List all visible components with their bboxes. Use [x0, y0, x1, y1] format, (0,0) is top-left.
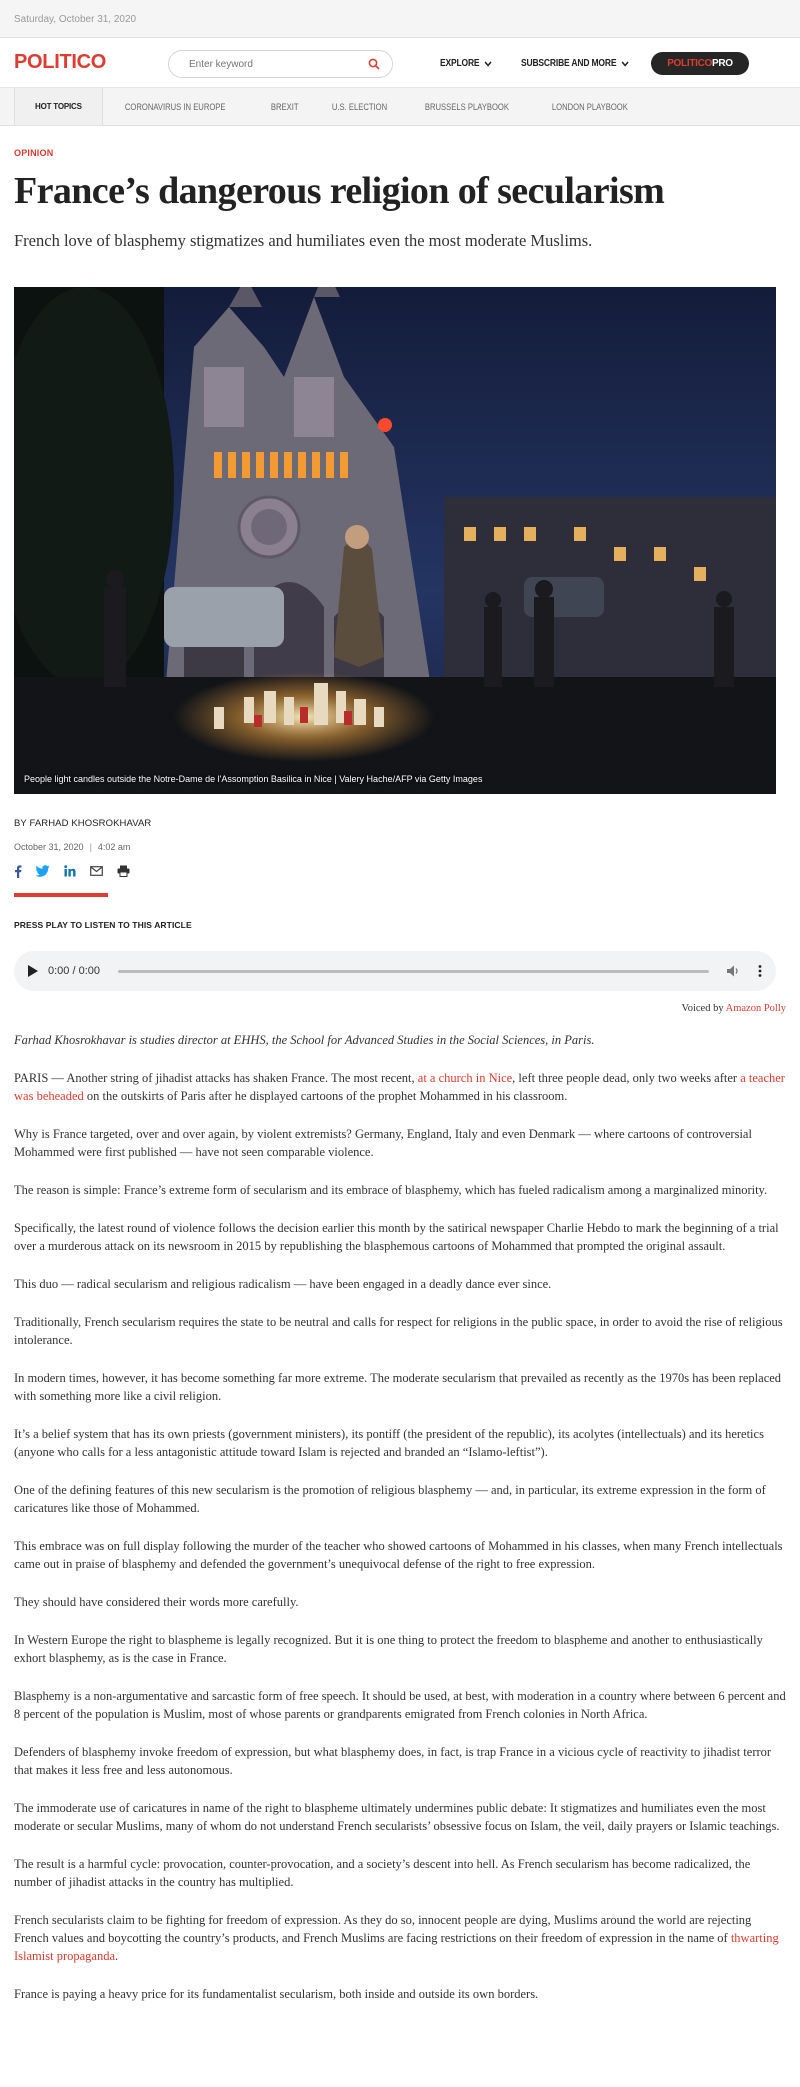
paragraph-last	[14, 1911, 786, 1965]
paragraph-1-text-a: PARIS — Another string of jihadist attacks has shaken France. The most recent,	[14, 1071, 418, 1085]
email-icon[interactable]	[90, 866, 103, 876]
topic-coronavirus[interactable]: CORONAVIRUS IN EUROPE	[124, 101, 226, 112]
paragraph: Specifically, the latest round of violence follows the decision earlier this month by the satirical newspaper Charlie Hebdo to mark the beginning of a trial over a murderous attack on its newsroom in 2015 by republishing the blasphemous cartoons of Mohammed that prompted the original assault.	[14, 1221, 779, 1253]
more-options-icon[interactable]	[758, 965, 762, 977]
pro-logo-part2: PRO	[712, 58, 733, 69]
paragraph: Blasphemy is a non-argumentative and sarcastic form of free speech. It should be used, at best, with moderation in a country where between 6 percent and 8 percent of the population is Muslim, most of whose parents or grandparents emigrated from French colonies in North Africa.	[14, 1689, 786, 1721]
paragraph: Defenders of blasphemy invoke freedom of expression, but what blasphemy does, in fact, is trap France in a vicious cycle of reactivity to jihadist terror that makes it less free and less autonomous.	[14, 1745, 772, 1777]
topic-us-election[interactable]: U.S. ELECTION	[331, 101, 387, 112]
paragraph: One of the defining features of this new secularism is the promotion of religious blasphemy — and, in particular, its extreme expression in the form of caricatures like those of Mohammed.	[14, 1483, 766, 1515]
publish-date	[14, 842, 786, 852]
current-date: Saturday, October 31, 2020	[14, 14, 137, 25]
search-icon[interactable]	[368, 58, 380, 70]
paragraph: This duo — radical secularism and religious radicalism — have been engaged in a deadly dance ever since.	[14, 1277, 552, 1291]
islamist-propaganda-link[interactable]: thwarting Islamist propaganda	[14, 1931, 779, 1963]
paragraph-1-text-b: , left three people dead, only two weeks after	[512, 1071, 741, 1085]
listen-label: PRESS PLAY TO LISTEN TO THIS ARTICLE	[14, 920, 192, 930]
paragraph: In modern times, however, it has become something far more extreme. The moderate secularism that prevailed as recently as the 1970s has been replaced with something more like a civil religion.	[14, 1371, 782, 1403]
pro-logo-part1: POLITICO	[667, 58, 713, 69]
share-bar	[14, 864, 786, 878]
paragraph: They should have considered their words more carefully.	[14, 1595, 299, 1609]
paragraph: Why is France targeted, over and over again, by violent extremists? Germany, England, Italy and even Denmark — where cartoons of controversial Mohammed were first published — have not seen comparable violence.	[14, 1127, 752, 1159]
paragraph: The result is a harmful cycle: provocation, counter-provocation, and a society’s descent into hell. As French secularism has become radicalized, the number of jihadist attacks in the country has multiplied.	[14, 1857, 751, 1889]
paragraph: The reason is simple: France’s extreme form of secularism and its embrace of blasphemy, which has fueled radicalism among a marginalized minority.	[14, 1183, 768, 1197]
search-input[interactable]	[189, 59, 368, 70]
subscribe-label: SUBSCRIBE AND MORE	[521, 58, 617, 69]
politico-pro-button[interactable]	[651, 52, 749, 75]
article-subheadline: French love of blasphemy stigmatizes and humiliates even the most moderate Muslims.	[14, 231, 593, 250]
article-date: October 31, 2020	[14, 842, 84, 852]
linkedin-icon[interactable]	[64, 865, 76, 877]
explore-menu-button[interactable]	[440, 58, 492, 69]
chevron-down-icon	[485, 61, 493, 67]
topic-brexit[interactable]: BREXIT	[271, 101, 299, 112]
politico-logo[interactable]: POLITICO	[14, 51, 107, 73]
hot-topics-bar	[0, 88, 800, 126]
paragraph: In Western Europe the right to blaspheme is legally recognized. But it is one thing to protect the freedom to blaspheme and another to enthusiastically exhort blasphemy, as is the case in France.	[14, 1633, 763, 1665]
date-bar	[0, 0, 800, 38]
red-divider	[14, 893, 108, 897]
article-time: 4:02 am	[97, 842, 131, 852]
subscribe-menu-button[interactable]	[521, 58, 629, 69]
basilica-photo	[14, 287, 776, 794]
twitter-icon[interactable]	[36, 865, 50, 877]
audio-progress-track[interactable]	[118, 970, 709, 973]
paragraph-last-text-b: .	[115, 1949, 119, 1963]
paragraph: This embrace was on full display following the murder of the teacher who showed cartoons of Mohammed in his classes, when many French intellectuals came out in praise of blasphemy and defended the government’s unequivocal defense of the right to free expression.	[14, 1539, 783, 1571]
topic-brussels-playbook[interactable]: BRUSSELS PLAYBOOK	[424, 101, 509, 112]
image-caption: People light candles outside the Notre-Dame de l'Assomption Basilica in Nice | Valery Hache/AFP via Getty Images	[24, 774, 483, 784]
explore-label: EXPLORE	[440, 58, 480, 69]
play-icon[interactable]	[28, 965, 38, 977]
paragraph-1-text-c: on the outskirts of Paris after he displayed cartoons of the prophet Mohammed in his classroom.	[83, 1089, 568, 1103]
date-separator: |	[89, 842, 92, 852]
voiced-by	[14, 1003, 786, 1014]
paragraph-last-text-a: French secularists claim to be fighting for freedom of expression. As they do so, innocent people are dying, Muslims around the world are rejecting French values and boycotting the country’s products, and French Muslims are facing restrictions on their freedom of expression in the name of	[14, 1913, 752, 1945]
article-body	[14, 1031, 786, 2003]
audio-player[interactable]	[14, 951, 776, 991]
article	[0, 148, 800, 2003]
topic-london-playbook[interactable]: LONDON PLAYBOOK	[551, 101, 628, 112]
paragraph-1	[14, 1069, 786, 1105]
author-byline[interactable]: BY FARHAD KHOSROKHAVAR	[14, 818, 152, 829]
search-box[interactable]	[168, 50, 393, 78]
site-header	[0, 38, 800, 88]
paragraph: The immoderate use of caricatures in name of the right to blaspheme ultimately undermines public debate: It stigmatizes and humiliates even the most moderate or secular Muslims, many of whom do not understand French secularists’ obsessive focus on Islam, the veil, daily prayers or Islamic teachings.	[14, 1801, 780, 1833]
hot-topics-label: HOT TOPICS	[14, 88, 103, 125]
voiced-by-label: Voiced by	[681, 1003, 726, 1014]
volume-icon[interactable]	[727, 965, 740, 977]
article-headline: France’s dangerous religion of secularism	[14, 170, 665, 212]
chevron-down-icon	[621, 61, 629, 67]
paragraph-final: France is paying a heavy price for its fundamentalist secularism, both inside and outside its own borders.	[14, 1987, 539, 2001]
teacher-beheaded-link[interactable]: a teacher was beheaded	[14, 1071, 785, 1103]
audio-time: 0:00 / 0:00	[48, 965, 100, 977]
print-icon[interactable]	[117, 865, 130, 877]
paragraph: It’s a belief system that has its own priests (government ministers), its pontiff (the president of the republic), its acolytes (intellectuals) and its heretics (anyone who calls for a less antagonistic attitude toward Islam is rejected and branded an “Islamo-leftist”).	[14, 1427, 764, 1459]
article-category[interactable]: OPINION	[14, 148, 54, 158]
amazon-polly-link[interactable]: Amazon Polly	[725, 1003, 786, 1014]
church-in-nice-link[interactable]: at a church in Nice	[417, 1071, 513, 1085]
hero-image	[14, 287, 776, 794]
paragraph: Traditionally, French secularism requires the state to be neutral and calls for respect for religions in the public space, in order to avoid the rise of religious intolerance.	[14, 1315, 783, 1347]
facebook-icon[interactable]	[14, 865, 22, 878]
author-bio: Farhad Khosrokhavar is studies director at EHHS, the School for Advanced Studies in the Social Sciences, in Paris.	[14, 1033, 595, 1047]
